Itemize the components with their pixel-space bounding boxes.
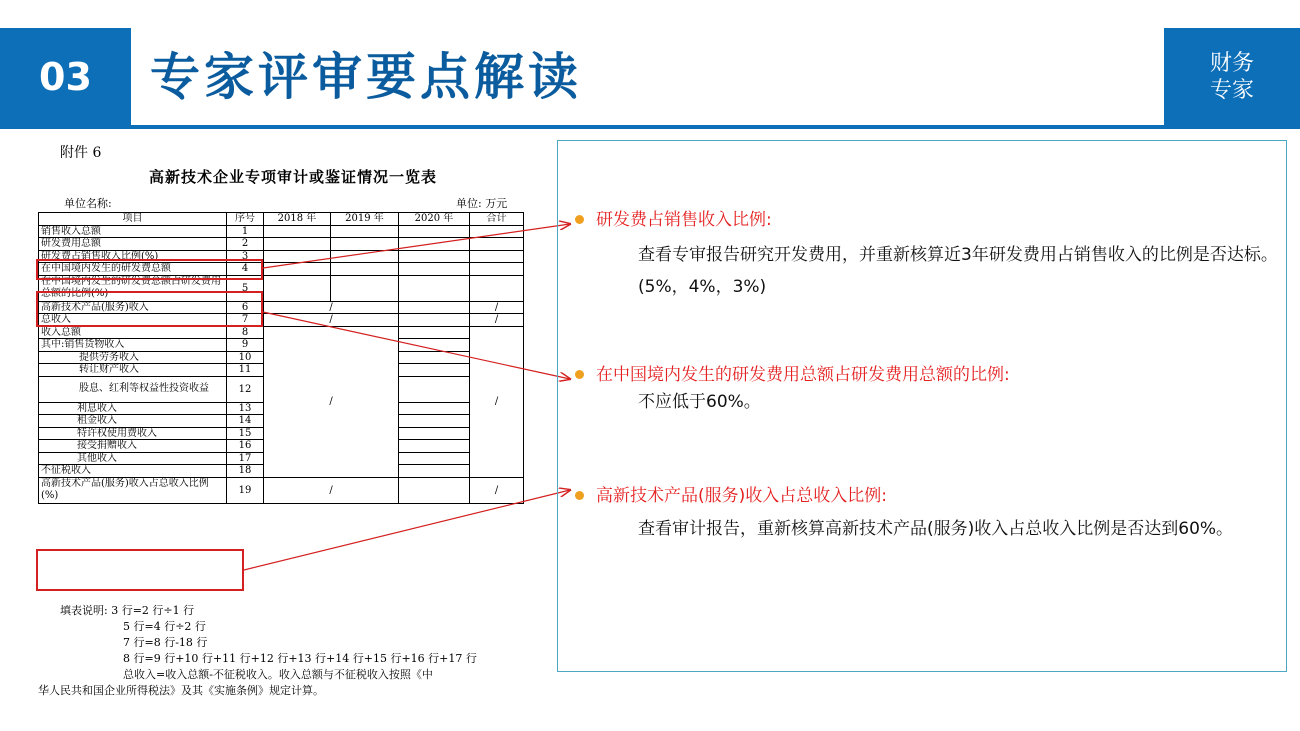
row-no: 17 xyxy=(227,452,264,465)
key-point-body: 查看审计报告，重新核算高新技术产品(服务)收入占总收入比例是否达到60%。 xyxy=(638,519,1234,539)
row-item: 研发费占销售收入比例(%) xyxy=(39,250,227,263)
row-no: 7 xyxy=(227,314,264,327)
note-line: 华人民共和国企业所得税法》及其《实施条例》规定计算。 xyxy=(38,684,324,697)
category-tag-line1: 财务 xyxy=(1209,50,1254,76)
row-item: 收入总额 xyxy=(39,326,227,339)
col-header: 2018 年 xyxy=(264,213,331,226)
key-points-panel xyxy=(557,140,1287,672)
row-item: 高新技术产品(服务)收入占总收入比例(%) xyxy=(39,477,227,503)
row-no: 15 xyxy=(227,427,264,440)
row-no: 2 xyxy=(227,238,264,251)
row-no: 5 xyxy=(227,275,264,301)
key-point-heading: 研发费占销售收入比例: xyxy=(596,210,772,230)
row-no: 11 xyxy=(227,364,264,377)
slash-cell: / xyxy=(264,326,399,477)
slash-cell: / xyxy=(264,301,399,314)
row-item: 特许权使用费收入 xyxy=(39,427,227,440)
note-line: 8 行=9 行+10 行+11 行+12 行+13 行+14 行+15 行+16 行+17 行 xyxy=(123,652,477,665)
row-item: 其他收入 xyxy=(39,452,227,465)
row-item: 销售收入总额 xyxy=(39,225,227,238)
row-no: 6 xyxy=(227,301,264,314)
slash-cell: / xyxy=(470,326,524,477)
note-line: 5 行=4 行÷2 行 xyxy=(123,620,206,633)
row-no: 12 xyxy=(227,376,264,402)
slash-cell: / xyxy=(264,314,399,327)
col-header: 2020 年 xyxy=(399,213,470,226)
slash-cell: / xyxy=(264,477,399,503)
row-no: 8 xyxy=(227,326,264,339)
key-point-heading: 在中国境内发生的研发费用总额占研发费用总额的比例: xyxy=(596,365,1010,385)
bullet-dot-icon xyxy=(575,215,584,224)
row-no: 1 xyxy=(227,225,264,238)
note-line: 填表说明: 3 行=2 行÷1 行 xyxy=(60,604,195,617)
col-header: 2019 年 xyxy=(331,213,399,226)
row-no: 4 xyxy=(227,263,264,276)
row-no: 18 xyxy=(227,465,264,478)
slash-cell: / xyxy=(470,477,524,503)
note-line: 7 行=8 行-18 行 xyxy=(123,636,208,649)
row-item: 利息收入 xyxy=(39,402,227,415)
row-item: 不征税收入 xyxy=(39,465,227,478)
section-number: 03 xyxy=(0,28,131,125)
row-no: 13 xyxy=(227,402,264,415)
key-point-body: 不应低于60%。 xyxy=(638,392,761,412)
row-item: 在中国境内发生的研发费总额 xyxy=(39,263,227,276)
row-item: 在中国境内发生的研发费总额占研发费用总额的比例(%) xyxy=(39,275,227,301)
row-no: 3 xyxy=(227,250,264,263)
row-item: 租金收入 xyxy=(39,415,227,428)
unit-label: 单位: 万元 xyxy=(456,197,508,210)
key-point-body: 查看专审报告研究开发费用，并重新核算近3年研发费用占销售收入的比例是否达标。(5%，4%，3%) xyxy=(638,245,1278,297)
row-item: 高新技术产品(服务)收入 xyxy=(39,301,227,314)
col-header: 合计 xyxy=(470,213,524,226)
row-item: 接受捐赠收入 xyxy=(39,440,227,453)
row-item: 转让财产收入 xyxy=(39,364,227,377)
row-item: 研发费用总额 xyxy=(39,238,227,251)
slash-cell: / xyxy=(470,301,524,314)
col-header: 项目 xyxy=(39,213,227,226)
key-point-heading: 高新技术产品(服务)收入占总收入比例: xyxy=(596,486,887,506)
attachment-label: 附件 6 xyxy=(60,145,102,161)
row-item: 提供劳务收入 xyxy=(39,351,227,364)
unit-name-label: 单位名称: xyxy=(64,197,112,210)
bullet-dot-icon xyxy=(575,370,584,379)
category-tag-line2: 专家 xyxy=(1209,77,1254,103)
row-no: 14 xyxy=(227,415,264,428)
row-item: 总收入 xyxy=(39,314,227,327)
slide-title: 专家评审要点解读 xyxy=(150,48,582,106)
row-no: 9 xyxy=(227,339,264,352)
slash-cell: / xyxy=(470,314,524,327)
bullet-dot-icon xyxy=(575,491,584,500)
col-header: 序号 xyxy=(227,213,264,226)
note-line: 总收入=收入总额-不征税收入。收入总额与不征税收入按照《中 xyxy=(123,668,433,681)
row-item: 股息、红利等权益性投资收益 xyxy=(39,376,227,402)
row-no: 19 xyxy=(227,477,264,503)
row-no: 16 xyxy=(227,440,264,453)
row-no: 10 xyxy=(227,351,264,364)
form-title: 高新技术企业专项审计或鉴证情况一览表 xyxy=(148,168,437,186)
row-item: 其中:销售货物收入 xyxy=(39,339,227,352)
